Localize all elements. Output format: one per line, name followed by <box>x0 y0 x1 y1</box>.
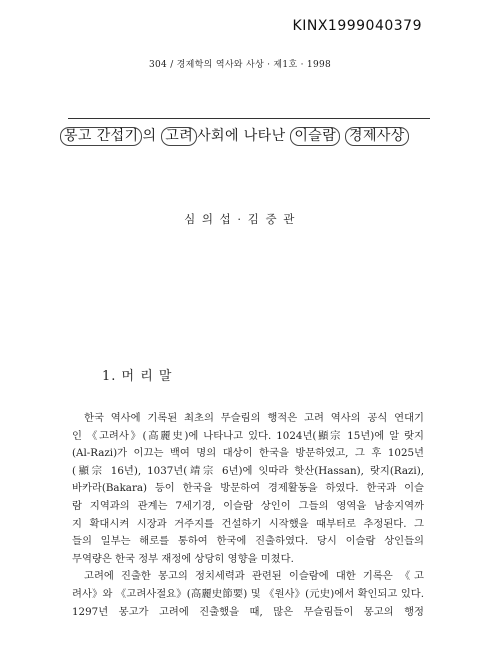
running-header: 304 / 경제학의 역사와 사상 · 제1호 · 1998 <box>148 60 332 70</box>
text-line: 1297년 몽고가 고려에 진출했을 때, 많은 무슬림들이 몽고의 행정 <box>72 605 424 618</box>
title-block <box>60 118 430 146</box>
authors: 심 의 섭 · 김 중 관 <box>184 212 296 226</box>
title-part-marked: 이슬람 <box>290 127 340 146</box>
text-line: 지 확대시켜 시장과 거주지를 건설하기 시작했을 때부터로 추정된다. 그 <box>72 517 424 530</box>
title-part-marked: 고려 <box>161 127 197 146</box>
section-heading: 1. 머 리 말 <box>102 369 173 384</box>
text-line: 고려에 진출한 몽고의 정치세력과 관련된 이슬람에 대한 기록은 《고 <box>84 570 424 583</box>
body-text <box>72 410 424 621</box>
text-line: 무역량은 한국 정부 재정에 상당히 영향을 미쳤다. <box>72 552 294 565</box>
paragraph <box>72 410 424 568</box>
text-line: (顯宗 16년), 1037년(靖宗 6년)에 잇따라 핫산(Hassan), 랏지(Razi), <box>72 464 424 477</box>
title-part: 의 <box>142 128 162 144</box>
text-line: 려사》와 《고려사절요》(高麗史節要) 및 《원사》(元史)에서 확인되고 있다. <box>72 587 424 600</box>
page-title <box>60 125 430 146</box>
text-line: 바카라(Bakara) 등이 한국을 방문하여 경제활동을 하였다. 한국과 이슬 <box>72 482 424 495</box>
text-line: 람 지역과의 관계는 7세기경, 이슬람 상인이 그들의 영역을 남송지역까 <box>72 499 424 512</box>
text-line: (Al-Razi)가 이끄는 백여 명의 대상이 한국을 방문하였고, 그 후 1025년 <box>72 447 424 460</box>
text-line: 한국 역사에 기록된 최초의 무슬림의 행적은 고려 역사의 공식 연대기 <box>84 412 424 424</box>
paragraph <box>72 568 424 621</box>
title-part-marked: 몽고 간섭기 <box>60 127 142 146</box>
text-line: 인 《고려사》(高麗史)에 나타나고 있다. 1024년(顯宗 15년)에 알 랏지 <box>72 429 424 442</box>
document-id: KINX1999040379 <box>292 18 422 34</box>
title-rule <box>68 118 430 119</box>
title-part-marked: 경제사상 <box>345 127 409 146</box>
text-line: 들의 일부는 해로를 통하여 한국에 진출하였다. 당시 이슬람 상인들의 <box>72 535 424 548</box>
title-part: 사회에 나타난 <box>197 128 291 144</box>
